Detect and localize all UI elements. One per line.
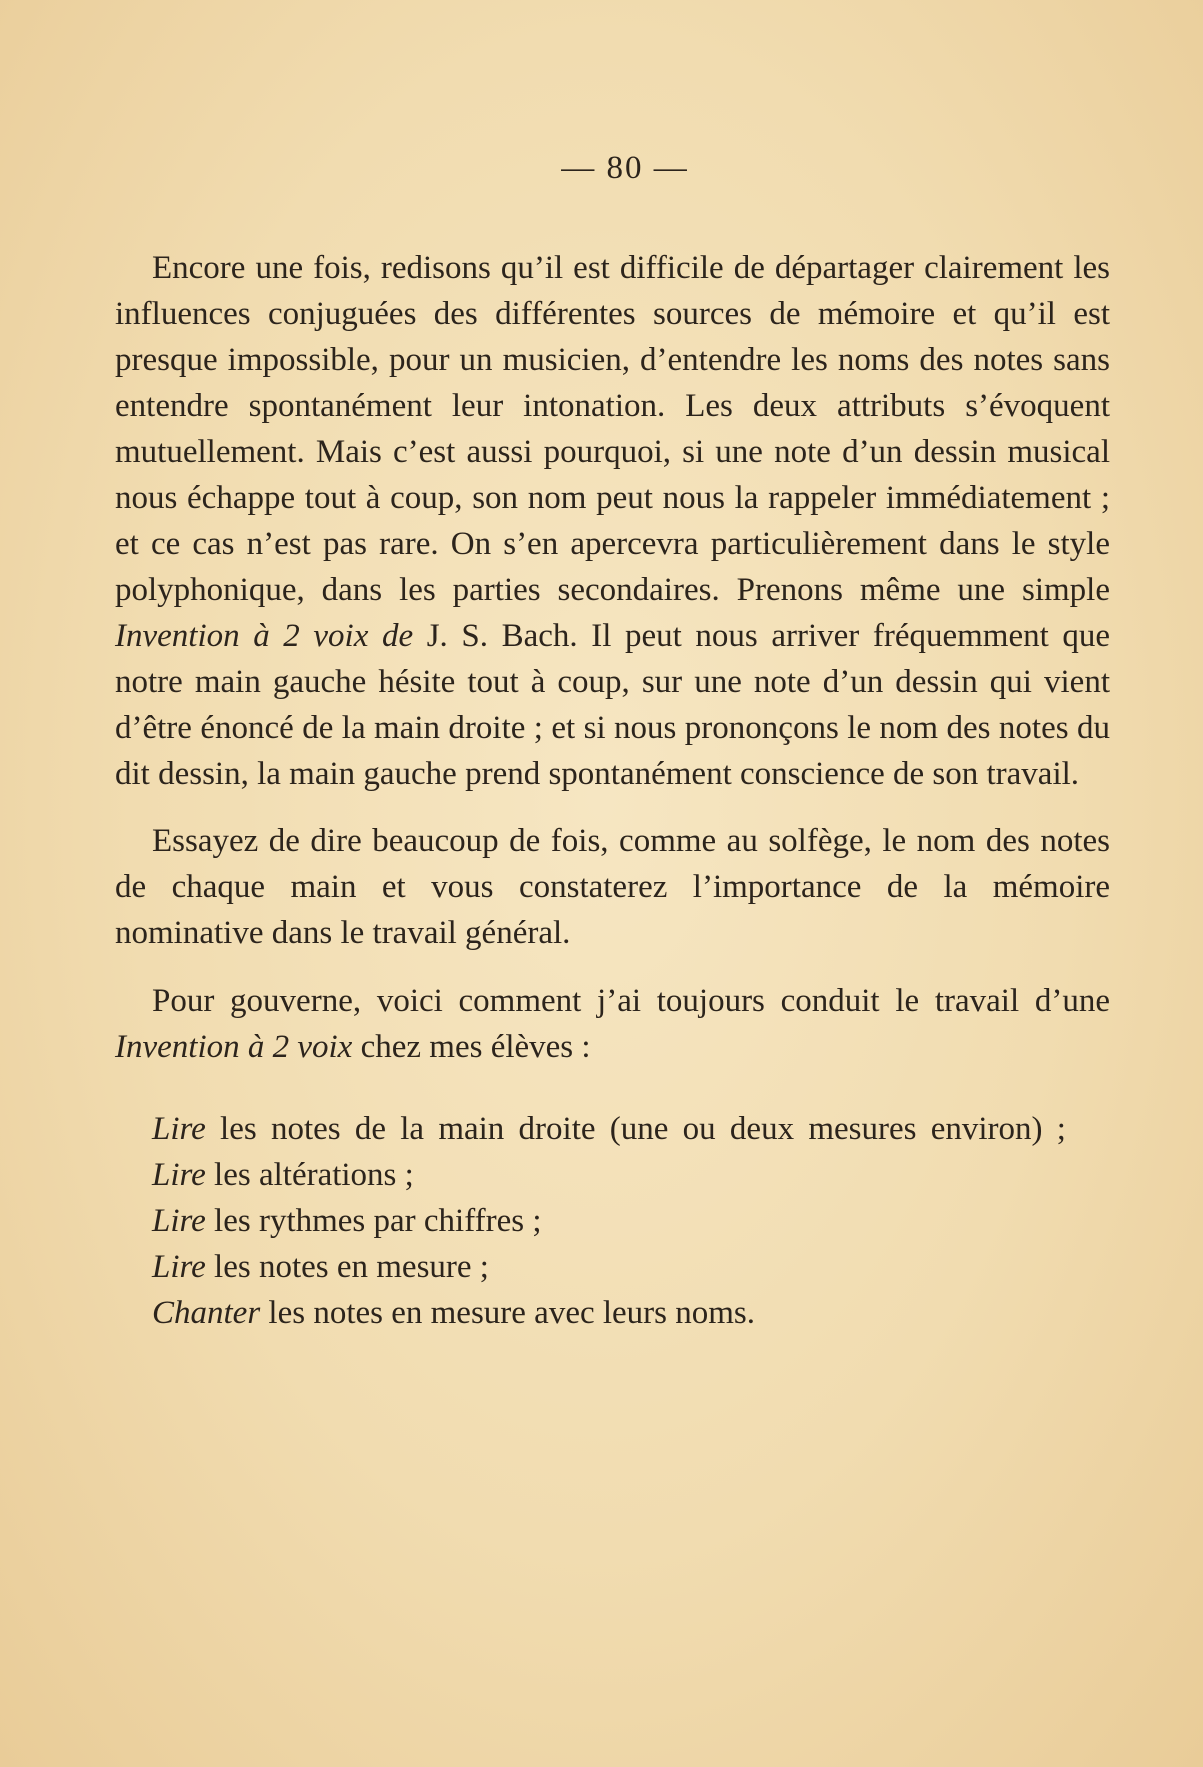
step-text: les rythmes par chiffres ;	[205, 1203, 542, 1239]
step-item	[115, 1198, 1110, 1244]
page-number: — 80 —	[561, 150, 689, 186]
paragraph-3-text: Pour gouverne, voici comment j’ai toujours conduit le travail d’une	[152, 983, 1110, 1019]
step-verb: Chanter	[152, 1295, 261, 1331]
step-verb: Lire	[152, 1157, 206, 1193]
step-item	[115, 1106, 1110, 1152]
paragraph-3-italic: Invention à 2 voix	[115, 1029, 353, 1065]
book-page	[115, 150, 1110, 1336]
step-verb: Lire	[152, 1249, 206, 1285]
step-text: les notes en mesure avec leurs noms.	[260, 1295, 756, 1331]
step-verb: Lire	[152, 1203, 206, 1239]
step-item	[115, 1244, 1110, 1290]
step-text: les notes de la main droite (une ou deux mesures environ) ;	[205, 1111, 1066, 1147]
step-text: les altérations ;	[205, 1157, 414, 1193]
paragraph-2: Essayez de dire beaucoup de fois, comme au solfège, le nom des notes de chaque main et vous constaterez l’importance de la mémoire nominative dans le travail général.	[115, 823, 1110, 951]
paragraph-1-text-end: J. S. Bach. Il peut nous arriver fréquemment que notre main gauche hésite tout à coup, sur une note d’un dessin qui vient d’être énoncé de la main droite ; et si nous prononçons le nom des notes du dit dessin, la main gauche prend spontanément conscience de son travail.	[115, 618, 1110, 792]
paragraph-1	[115, 245, 1110, 797]
paragraph-3	[115, 978, 1110, 1070]
steps-list	[115, 1106, 1110, 1336]
paragraph-3-text-end: chez mes élèves :	[352, 1029, 591, 1065]
paragraph-1-italic: Invention à 2 voix de	[115, 618, 414, 654]
step-item	[115, 1152, 1110, 1198]
step-item	[115, 1290, 1110, 1336]
step-text: les notes en mesure ;	[205, 1249, 489, 1285]
step-verb: Lire	[152, 1111, 206, 1147]
paragraph-1-text: Encore une fois, redisons qu’il est difficile de départager clairement les influences conjuguées des différentes sources de mémoire et qu’il est presque impossible, pour un musicien, d’entendre les noms des notes sans entendre spontanément leur intonation. Les deux attributs s’évoquent mutuellement. Mais c’est aussi pourquoi, si une note d’un dessin musical nous échappe tout à coup, son nom peut nous la rappeler immédiatement ; et ce cas n’est pas rare. On s’en apercevra particulièrement dans le style polyphonique, dans les parties secondaires. Prenons même une simple	[115, 250, 1110, 608]
